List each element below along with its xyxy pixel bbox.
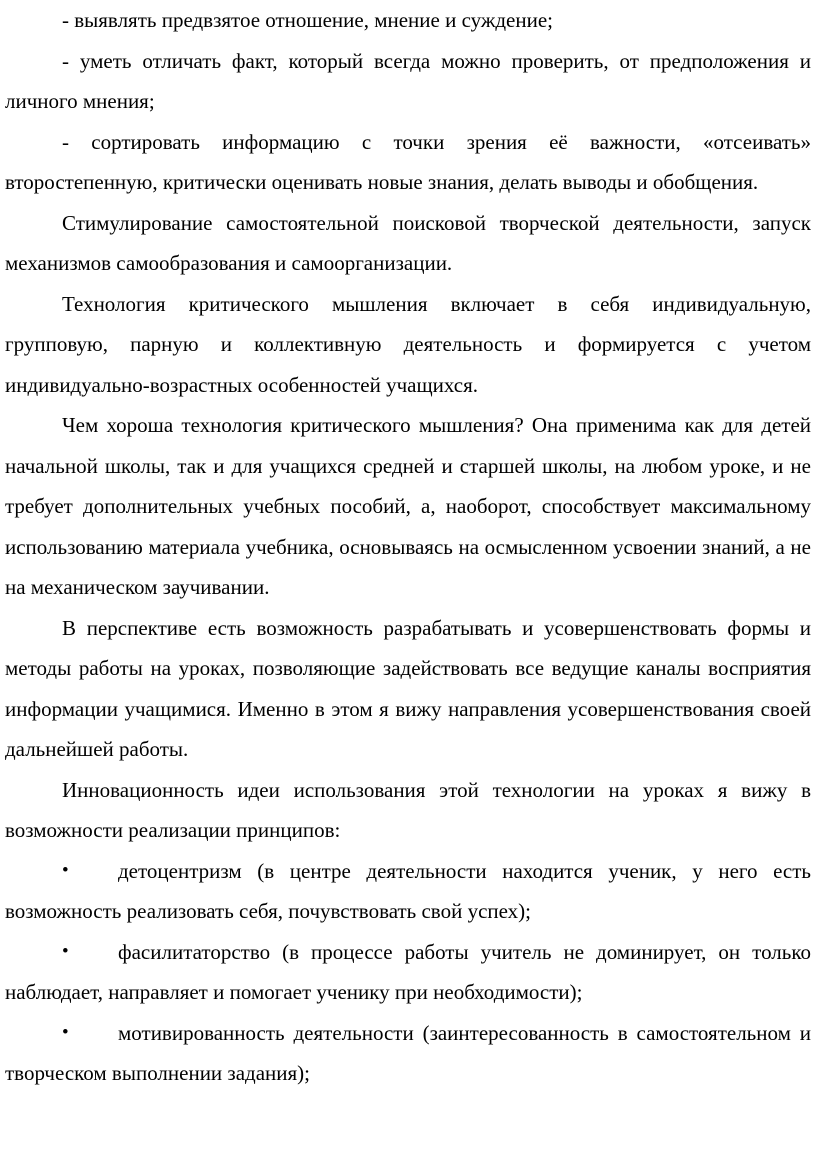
paragraph: Инновационность идеи использования этой технологии на уроках я вижу в возможности реализации принципов: [5, 777, 811, 842]
list-item [5, 851, 811, 932]
list-item [5, 932, 811, 1013]
list-item-text: мотивированность деятельности (заинтересованность в самостоятельном и творческом выполнении задания); [5, 1020, 811, 1085]
paragraph: - уметь отличать факт, который всегда можно проверить, от предположения и личного мнения; [5, 48, 811, 113]
document-page [5, 0, 811, 1094]
paragraph: В перспективе есть возможность разрабатывать и усовершенствовать формы и методы работы на уроках, позволяющие задействовать все ведущие каналы восприятия информации учащимися. Именно в этом я вижу направления усовершенствования своей дальнейшей работы. [5, 615, 811, 761]
list-item-text: фасилитаторство (в процессе работы учитель не доминирует, он только наблюдает, направляет и помогает ученику при необходимости); [5, 939, 811, 1004]
paragraph: Стимулирование самостоятельной поисковой творческой деятельности, запуск механизмов самообразования и самоорганизации. [5, 210, 811, 275]
paragraph: Технология критического мышления включает в себя индивидуальную, групповую, парную и коллективную деятельность и формируется с учетом индивидуально-возрастных особенностей учащихся. [5, 291, 811, 397]
list-item-text: детоцентризм (в центре деятельности находится ученик, у него есть возможность реализовать себя, почувствовать свой успех); [5, 858, 811, 923]
list-item [5, 1013, 811, 1094]
paragraph: - сортировать информацию с точки зрения её важности, «отсеивать» второстепенную, критически оценивать новые знания, делать выводы и обобщения. [5, 129, 811, 194]
paragraph: Чем хороша технология критического мышления? Она применима как для детей начальной школы, так и для учащихся средней и старшей школы, на любом уроке, и не требует дополнительных учебных пособий, а, наоборот, способствует максимальному использованию материала учебника, основываясь на осмысленном усвоении знаний, а не на механическом заучивании. [5, 413, 811, 599]
bullet-icon: • [62, 1021, 69, 1043]
bullet-icon: • [62, 940, 69, 962]
paragraph: - выявлять предвзятое отношение, мнение и суждение; [62, 8, 553, 32]
bullet-icon: • [62, 859, 69, 881]
